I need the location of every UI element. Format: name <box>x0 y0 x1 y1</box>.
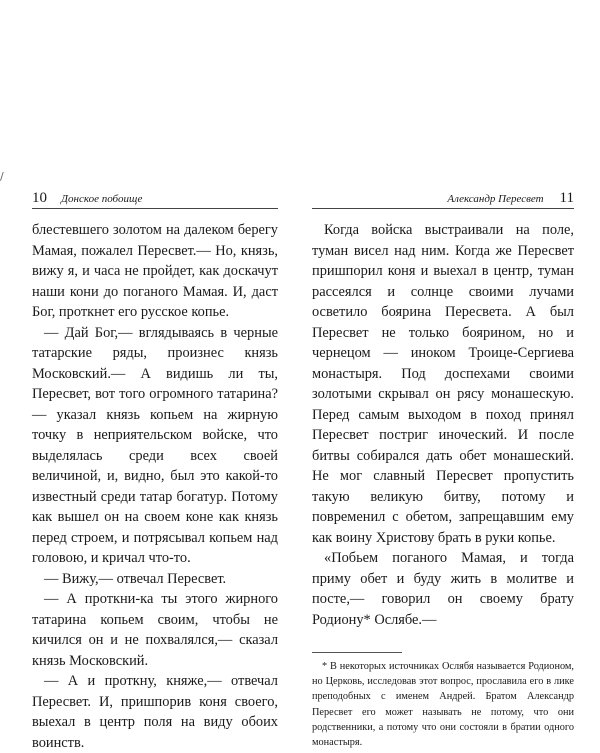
left-page <box>32 190 278 753</box>
right-page-header <box>312 190 574 209</box>
right-page-number: 11 <box>559 190 574 206</box>
right-running-title: Александр Пересвет <box>447 193 544 205</box>
paragraph: — Вижу,— отвечал Пересвет. <box>44 570 227 587</box>
right-page <box>312 190 574 750</box>
paragraph: «Побьем поганого Мамая, и тогда приму обет и буду жить в молитве и посте,— говорил он своему брату Родиону* Ослябе.— <box>312 550 574 628</box>
paragraph: — А проткни-ка ты этого жирного татарина копьем своим, чтобы не кичился он и не похвалялся,— сказал князь Московский. <box>32 591 278 669</box>
footnote-divider <box>312 652 402 653</box>
left-page-header <box>32 190 278 209</box>
right-page-body <box>312 220 574 630</box>
paragraph: Когда войска выстраивали на поле, туман висел над ним. Когда же Пересвет пришпорил коня и выехал в центр, туман рассеялся и солнце своими лучами осветило боярина Пересвета. А был Пересвет не только боярином, но и чернецом — иноком Троице-Сергиева монастыря. Под доспехами своими золотыми скрывал он рясу монашескую. Перед самым выходом в поход принял Пересвет постриг иноческий. И после битвы собирался дать обет монашеский. Не мог славный Пересвет пропустить такую великую битву, потому и повременил с обетом, запрещавшим ему как воину Христову брать в руки копье. <box>312 222 574 546</box>
left-running-title: Донское побоище <box>61 193 143 205</box>
paragraph: — Дай Бог,— вглядываясь в черные татарские ряды, произнес князь Московский.— А видишь ли ты, Пересвет, вот того огромного татарина? — указал князь копьем на жирную точку в неприятельском войске, что выделялась среди всех своей величиной, и, видно, был это какой-то известный среди татар богатур. Потому как вышел он на своем коне как князь перед строем, и потрясывал копьем над головою, и кричал что-то. <box>32 324 278 566</box>
footnote: * В некоторых источниках Ослябя называется Родионом, но Церковь, исследовав этот вопрос, прославила его в лике преподобных с именем Андрей. Братом Александр Пересвет его может называть не потому, что они родственники, а потому что они состояли в братии одного монастыря. <box>312 661 574 749</box>
edge-mark: / <box>0 170 4 183</box>
paragraph: — А и проткну, княже,— отвечал Пересвет. И, пришпорив коня своего, выехал в центр поля на виду обоих воинств. <box>32 673 278 751</box>
left-page-number: 10 <box>32 190 47 206</box>
left-page-body <box>32 220 278 753</box>
paragraph: блестевшего золотом на далеком берегу Мамая, пожалел Пересвет.— Но, князь, вижу я, и часа не пройдет, как доскачут наши кони до поганого Мамая. И, даст Бог, проткнет его русское копье. <box>32 222 278 320</box>
